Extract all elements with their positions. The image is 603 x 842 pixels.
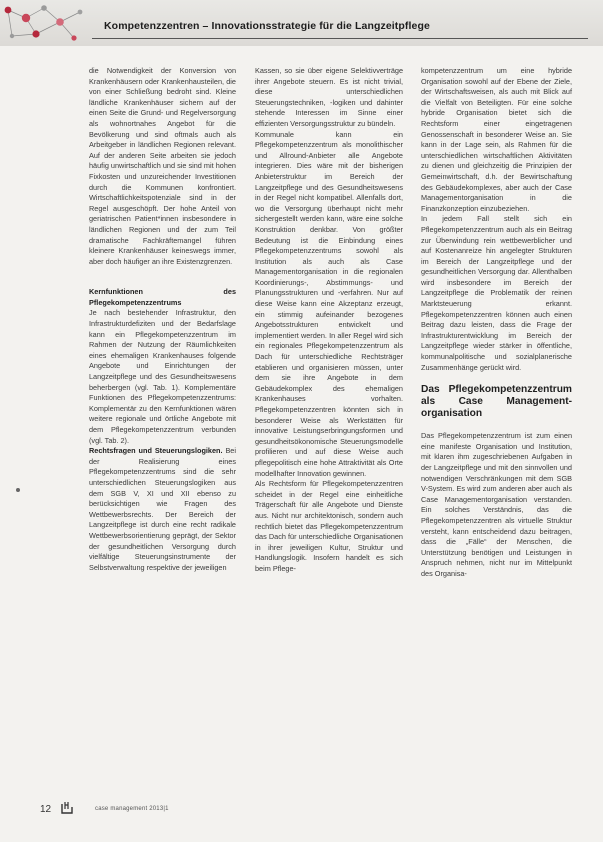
journal-logo-icon — [60, 801, 74, 815]
network-logo-graphic — [0, 0, 92, 46]
paragraph: die Notwendigkeit der Konversion von Krankenhäusern oder Krankenhausteilen, die von einer Schließung bedroht sind. Kleine ländliche Krankenhäuser sichern auf der einen Seite die Grund- und Regelversorgung als wohnortnahes Angebot für die Bevölkerung und sind oftmals auch als Arbeitgeber in ländlichen Regionen relevant. Auf der anderen Seite arbeiten sie jedoch häufig unwirtschaftlich und sie sind mit hohen Fixkosten und unzureichender Investitionen durch die Kommunen konfrontiert. Wirtschaftlichkeitspotenziale sind in der Regel ausgeschöpft. Der hohe Anteil von geriatrischen Patient*innen insbesondere in ländlichen Regionen und der zum Teil dramatische Fachkräftemangel führen kleinere Krankenhäuser keineswegs immer, aber doch häufiger an ihre Existenzgrenzen. — [89, 66, 236, 266]
paragraph — [89, 446, 236, 573]
text-column-3 — [421, 66, 572, 580]
paragraph: Je nach bestehender Infrastruktur, den Infrastrukturdefiziten und der Bedarfslage kann ein Pflegekompetenzzentrum im Rahmen der Nutzung der Räumlichkeiten eines ehemaligen Krankenhauses folgende Angebote und Einrichtungen der Langzeitpflege und des Gesundheitswesens beherbergen (vgl. Tab. 1). Komplementäre Funktionen des Pflegekompetenzzentrums: Komplementär zu den Kernfunktionen wären weitere regionale und örtliche Angebote mit dem Pflegekompetenzzentrum verbunden (vgl. Tab. 2). — [89, 308, 236, 445]
paragraph: Als Rechtsform für Pflegekompetenzzentren scheidet in der Regel eine einheitliche Trägerschaft für alle Angebote und Dienste aus. Nicht nur architektonisch, sondern auch rechtlich bietet das Pflegekompetenzzentrum das Dach für unterschiedliche Organisationen in ihrer jeweiligen Kultur, Struktur und Handlungslogik. Insofern handelt es sich beim Pflege- — [255, 479, 403, 573]
paragraph: Das Pflegekompetenzzentrum ist zum einen eine manifeste Organisation und Institution, mit klaren ihm zugeschriebenen Aufgaben in der Langzeitpflege und mit den sinnvollen und notwendigen Verschränkungen mit dem SGB V-System. Es wird zum anderen aber auch als Case Managementorganisation verstanden. Ein solches Verständnis, das die Pflegekompetenzzentren als virtuelle Struktur versteht, kann entscheidend dazu beitragen, dass die „Fälle“ der Menschen, die Unterstützung benötigen und Leistungen in Anspruch nehmen, nicht nur im Mittelpunkt des Organisa- — [421, 431, 572, 578]
paragraph: kompetenzzentrum um eine hybride Organisation sowohl auf der Ebene der Ziele, der Wirtschaftsweisen, als auch mit Blick auf die Vielfalt von Beteiligten. Für eine solche hybride Organisation bietet sich die Rechtsform einer eingetragenen Genossenschaft in besonderer Weise an. Sie kann in der Lage sein, als Rahmen für die unterschiedlichen wirtschaftlichen Aktivitäten zu dienen und gleichzeitig die Prinzipien der Gemeinwirtschaft, d.h. der Bewirtschaftung des Gebäudekomplexes, aber auch der Case Managementorganisation in die Finanzkonzeption einzubeziehen. — [421, 66, 572, 213]
section-heading: Kernfunktionen des Pflegekompetenzzentrums — [89, 287, 236, 307]
page-number: 12 — [40, 804, 52, 815]
running-header-title: Kompetenzzentren – Innovationsstrategie für die Langzeitpflege — [104, 20, 430, 32]
paragraph: Kassen, so sie über eigene Selektivverträge ihrer Angebote steuern. Es ist nicht trivial, diese unterschiedlichen Steuerungstechniken, -logiken und dahinter stehende Interessen im Sinne einer effizienten Versorgungsstruktur zu bündeln. — [255, 66, 403, 128]
paragraph: In jedem Fall stellt sich ein Pflegekompetenzzentrum auch als ein Beitrag zur Überwindung rein wettbewerblicher und auf Kostenanreize hin angelegter Strukturen im Bereich der Langzeitpflege und der gesundheitlichen Versorgung dar. Allenthalben wird insbesondere im Bereich der Langzeitpflege die Problematik der reinen Marktsteuerung erkannt. Pflegekompetenzzentren können auch einen Beitrag dazu leisten, dass die Frage der Infrastrukturentwicklung im Bereich der Langzeitpflege wieder stärker in öffentliche, kommunalpolitische und sozialplanerische Zusammenhänge gerückt wird. — [421, 214, 572, 372]
margin-mark — [16, 488, 20, 492]
publication-name: case management 2013|1 — [95, 806, 169, 812]
paragraph: Kommunale kann ein Pflegekompetenzzentrum als monolithischer und Allround-Anbieter alle Angebote integrieren. Dies wäre mit der bisherigen Anbieterstruktur im Bereich der Langzeitpflege und des Gesundheitswesens in der Regel nicht kompatibel. Allenfalls dort, wo die Versorgung überhaupt nicht mehr sichergestellt werden kann, wäre eine solche Konstruktion denkbar. Von größter Bedeutung ist die Einbindung eines Pflegekompetenzzentrums sowohl als Institution als auch als Case Managementorganisation in die regionalen Koordinierungs-, Abstimmungs- und Planungsstrukturen und -verfahren. Nur auf diese Weise kann eine Akzeptanz erzeugt, ein stimmig aufeinander bezogenes Angebotsstrukturen entwickelt und implementiert werden. In aller Regel wird sich ein regionales Pflegekompetenzzentrum als Dach für unterschiedliche Rechtsträger etablieren und organisieren müssen, unter dem sie ihre Angebote in dem Gebäudekomplex des ehemaligen Krankenhauses vorhalten. Pflegekompetenzzentren könnten sich in besonderer Weise als Werkstätten für innovative Leistungserbringungsformen und gesundheitsökonomische Steuerungsmodelle profilieren und auf diese Weise auch pflegepolitisch eine hohe Attraktivität als Orte modellhafter Innovation gewinnen. — [255, 129, 403, 478]
paragraph-text: Bei der Realisierung eines Pflegekompetenzzentrums sind die sehr unterschiedlichen Steuerungslogiken aus dem SGB V, XI und XII ebenso zu berücksichtigen wie Fragen des Wettbewerbsrechts. Der Bereich der Langzeitpflege ist durch eine recht radikale Wettbewerbsorientierung geprägt, der Sektor der gesundheitlichen Versorgung durch vielfältige Steuerungsinstrumente der Selbstverwaltung respektive der jeweiligen — [89, 446, 236, 572]
header-divider — [92, 38, 588, 39]
inline-heading: Rechtsfragen und Steuerungslogiken. — [89, 446, 223, 456]
text-column-2 — [255, 66, 403, 575]
text-column-1 — [89, 66, 236, 573]
section-heading: Das Pflegekompetenzzentrum als Case Management-organisation — [421, 384, 572, 420]
